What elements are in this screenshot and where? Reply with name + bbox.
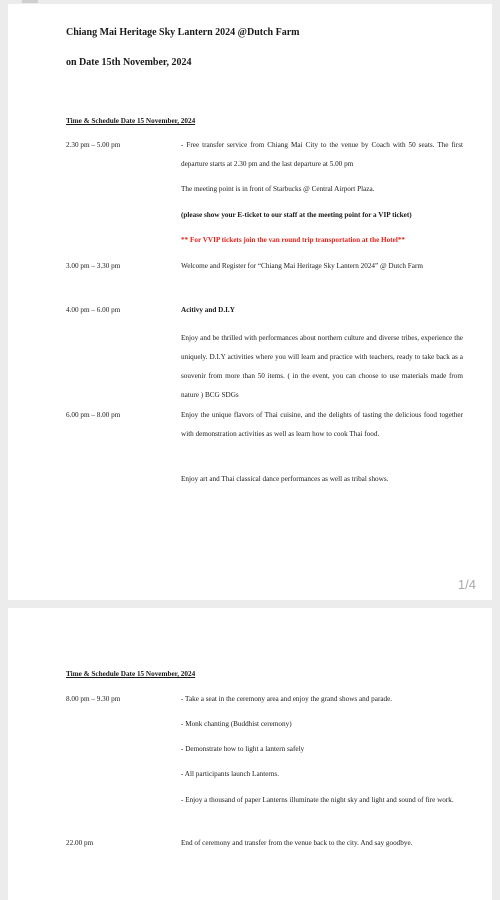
schedule-description: Enjoy and be thrilled with performances about northern culture and diverse tribes, experience the uniquely. D.I.Y activities where you will learn and practice with teachers, ready to take back as a souvenir from more than 50 items. ( in the event, you can choose to use materials made from nature ) BCG SDGs — [181, 334, 463, 399]
schedule-time: 22.00 pm — [66, 839, 94, 847]
meeting-point-text: The meeting point is in front of Starbucks @ Central Airport Plaza. — [181, 185, 375, 193]
schedule-description: End of ceremony and transfer from the venue back to the city. And say goodbye. — [181, 839, 413, 847]
list-item: - Enjoy a thousand of paper Lanterns illuminate the night sky and light and sound of fire work. — [181, 796, 454, 804]
document-title: Chiang Mai Heritage Sky Lantern 2024 @Dutch Farm — [66, 27, 300, 38]
vip-ticket-note: (please show your E-ticket to our staff at the meeting point for a VIP ticket) — [181, 211, 412, 219]
schedule-time: 4.00 pm – 6.00 pm — [66, 306, 121, 314]
schedule-time: 2.30 pm – 5.00 pm — [66, 141, 121, 149]
list-item: - Demonstrate how to light a lantern safely — [181, 745, 305, 753]
document-date: on Date 15th November, 2024 — [66, 57, 192, 68]
schedule-time: 8.00 pm – 9.30 pm — [66, 695, 121, 703]
list-item: - All participants launch Lanterns. — [181, 770, 279, 778]
schedule-heading: Time & Schedule Date 15 November, 2024 — [66, 117, 196, 125]
list-item: - Monk chanting (Buddhist ceremony) — [181, 720, 292, 728]
page-indicator: 1/4 — [457, 577, 476, 592]
schedule-heading: Time & Schedule Date 15 November, 2024 — [66, 670, 196, 678]
schedule-time: 3.00 pm – 3.30 pm — [66, 262, 121, 270]
page-2 — [8, 608, 492, 900]
schedule-description: - Free transfer service from Chiang Mai City to the venue by Coach with 50 seats. The first departure starts at 2.30 pm and the last departure at 5.00 pm — [181, 141, 463, 168]
schedule-description: Enjoy the unique flavors of Thai cuisine, and the delights of tasting the delicious food together with demonstration activities as well as learn how to cook Thai food. — [181, 411, 463, 438]
list-item: - Take a seat in the ceremony area and enjoy the grand shows and parade. — [181, 695, 393, 703]
schedule-description: Enjoy art and Thai classical dance performances as well as tribal shows. — [181, 475, 389, 483]
page-tab — [22, 0, 38, 3]
activity-heading: Acitivy and D.I.Y — [181, 306, 235, 314]
vvip-ticket-note: ** For VVIP tickets join the van round trip transportation at the Hotel** — [181, 236, 406, 244]
page-1 — [8, 4, 492, 600]
schedule-time: 6.00 pm – 8.00 pm — [66, 411, 121, 419]
schedule-description: Welcome and Register for “Chiang Mai Heritage Sky Lantern 2024” @ Dutch Farm — [181, 262, 423, 270]
